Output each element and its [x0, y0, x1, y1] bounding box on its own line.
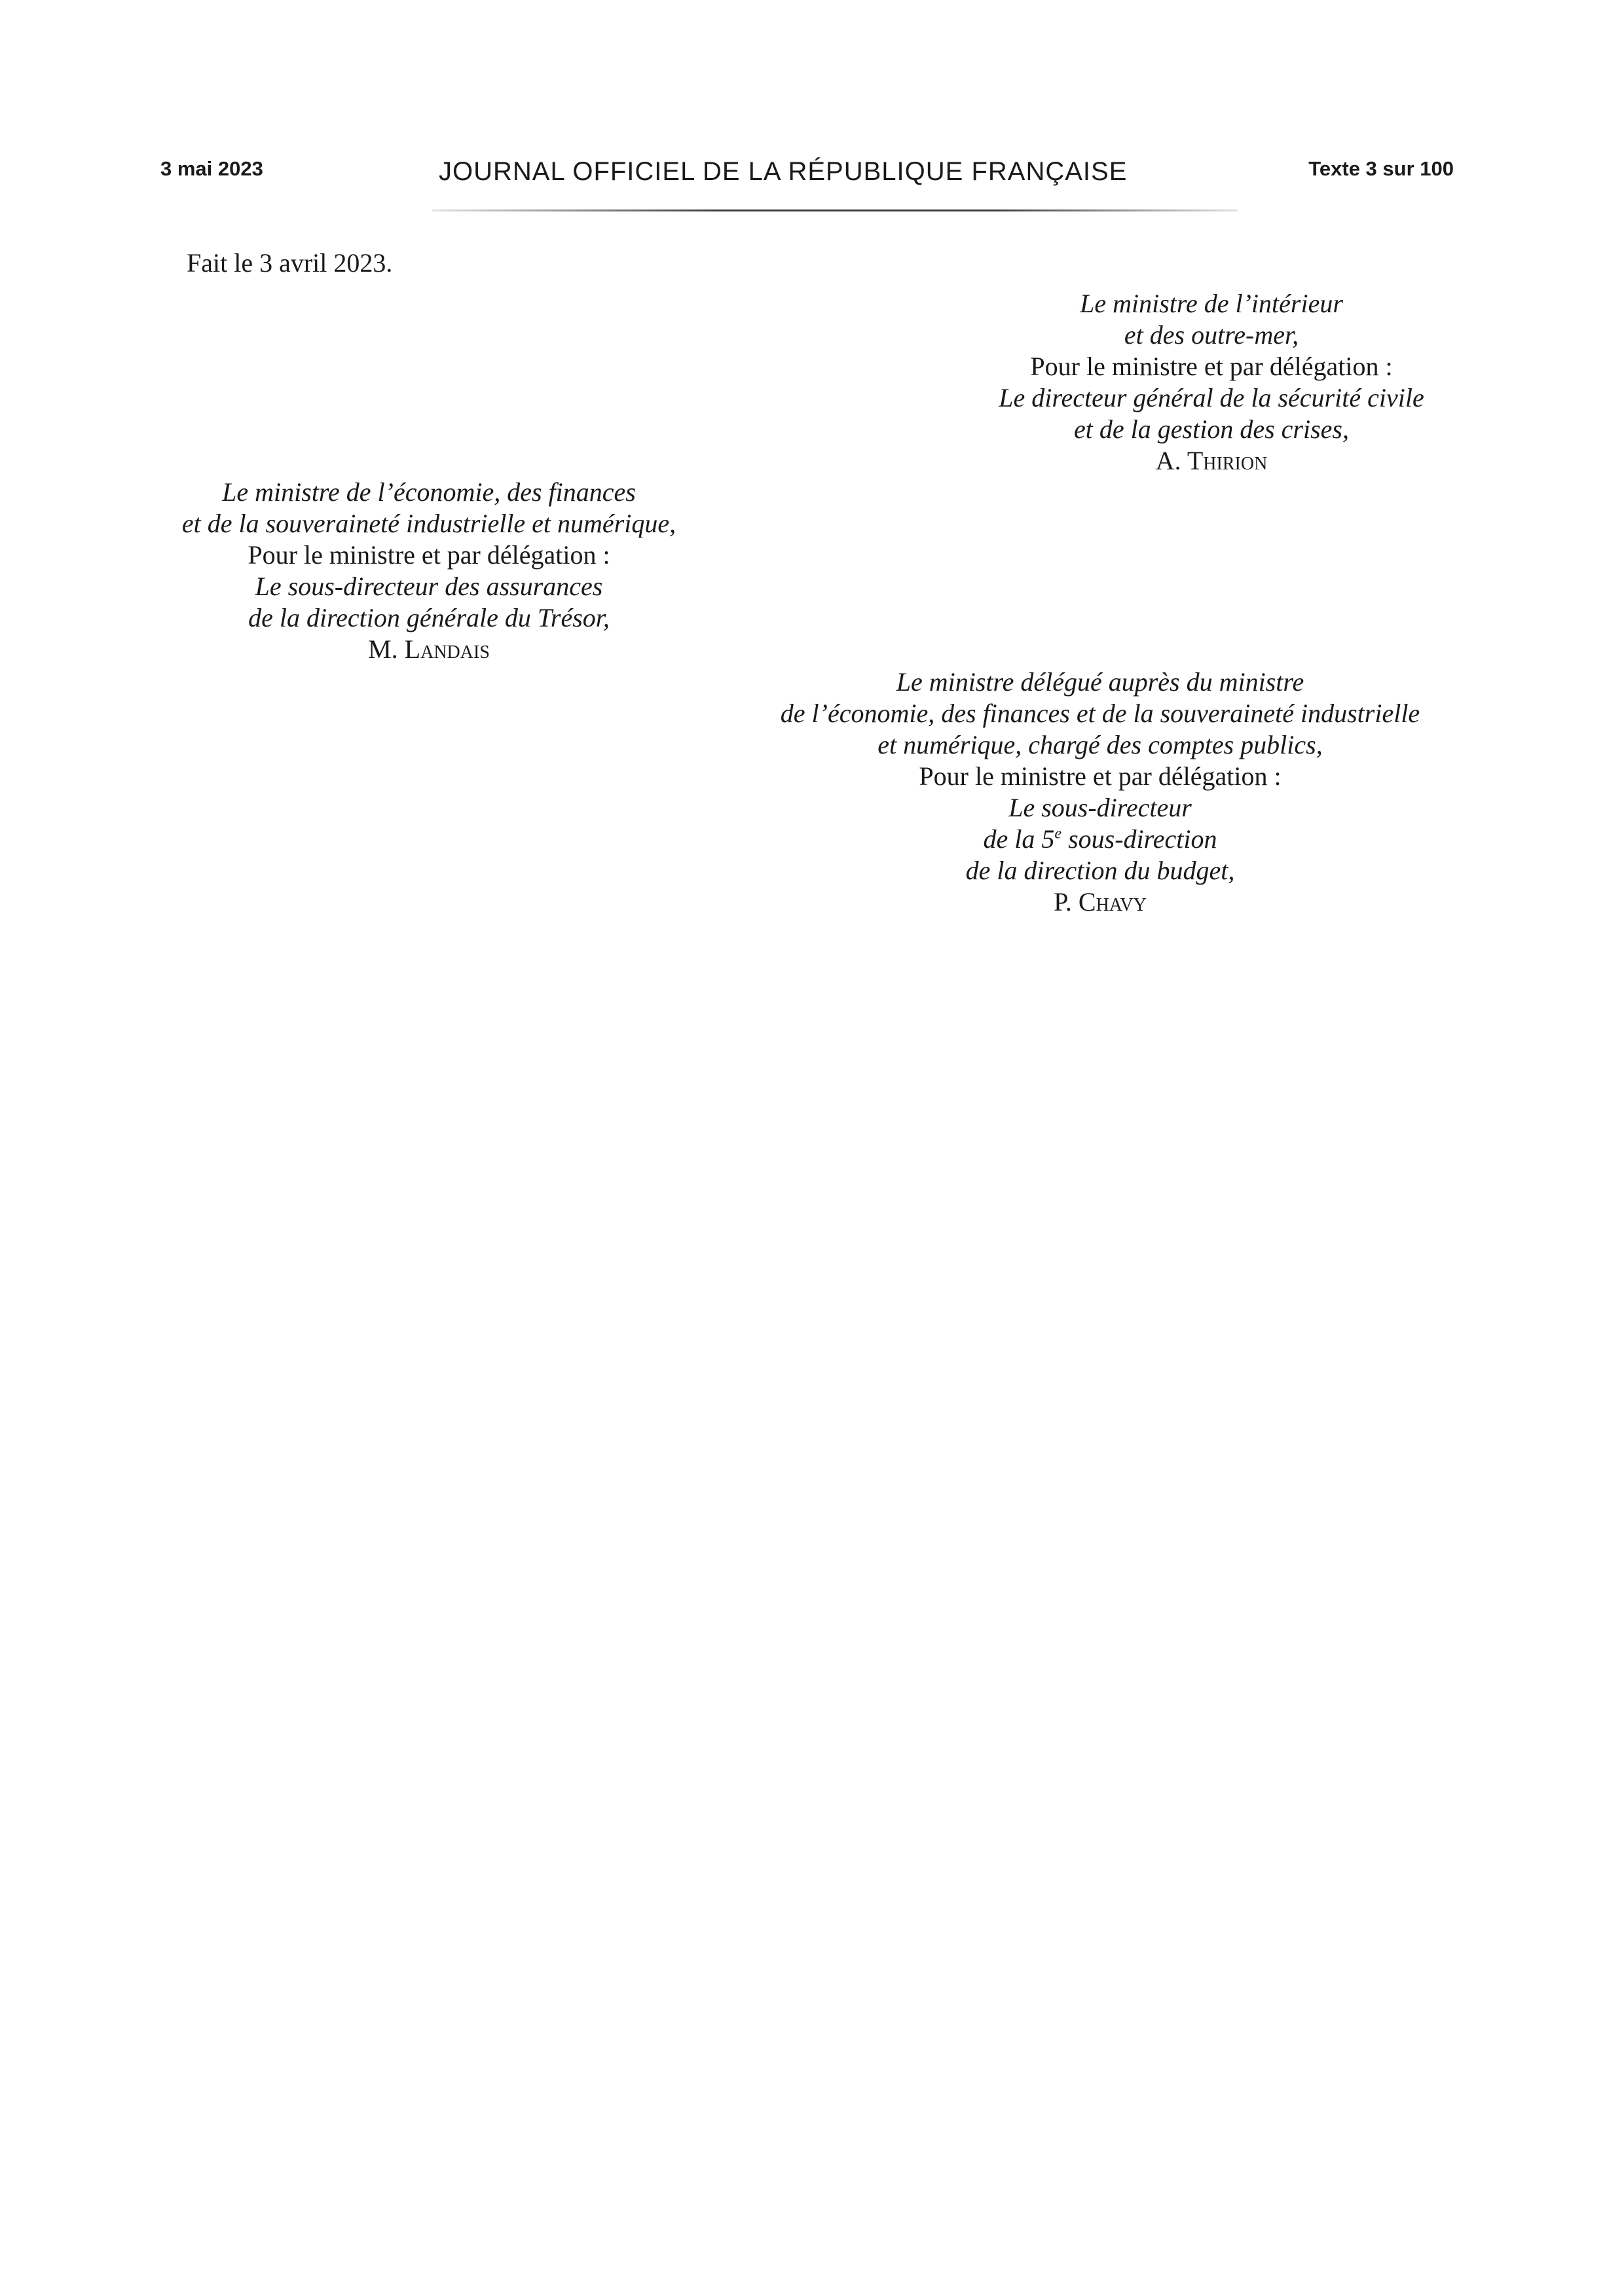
signature-line: Pour le ministre et par délégation :	[248, 540, 610, 570]
signature-line: Pour le ministre et par délégation :	[1030, 352, 1393, 381]
signatory-name: M. Landais	[368, 634, 490, 664]
signatory-name: A. Thirion	[1155, 446, 1268, 475]
signature-line: Le sous-directeur	[1008, 793, 1192, 822]
signing-date: Fait le 3 avril 2023.	[187, 248, 393, 278]
signature-line: Le ministre délégué auprès du ministre	[896, 667, 1304, 697]
signature-line: et des outre-mer,	[1124, 320, 1299, 350]
signature-line: de l’économie, des finances et de la souveraineté industrielle	[780, 699, 1420, 728]
signature-line: de la direction générale du Trésor,	[248, 603, 610, 632]
signature-block-economie	[157, 477, 701, 665]
signature-line: Pour le ministre et par délégation :	[919, 761, 1282, 791]
signature-line: et de la gestion des crises,	[1074, 414, 1349, 444]
signature-line: Le ministre de l’intérieur	[1080, 289, 1343, 318]
signature-line: et de la souveraineté industrielle et numérique,	[181, 509, 676, 538]
journal-title: JOURNAL OFFICIEL DE LA RÉPUBLIQUE FRANÇAISE	[439, 157, 1128, 186]
signature-line-suffix: sous-direction	[1061, 824, 1217, 854]
text-reference: Texte 3 sur 100	[1308, 157, 1454, 180]
header-divider	[432, 210, 1238, 211]
signature-line: et numérique, chargé des comptes publics,	[877, 730, 1323, 759]
signature-line-prefix: de la 5	[983, 824, 1055, 854]
signature-line: Le directeur général de la sécurité civile	[999, 383, 1424, 412]
signature-block-budget	[740, 666, 1460, 918]
ordinal-superscript: e	[1054, 825, 1062, 843]
publication-date: 3 mai 2023	[160, 157, 263, 180]
signature-line: Le ministre de l’économie, des finances	[222, 477, 636, 507]
signature-line: de la direction du budget,	[965, 856, 1235, 885]
signatory-name: P. Chavy	[1054, 887, 1147, 917]
signature-block-interieur	[976, 288, 1447, 477]
signature-line	[740, 824, 1460, 855]
signature-line: Le sous-directeur des assurances	[255, 572, 603, 601]
